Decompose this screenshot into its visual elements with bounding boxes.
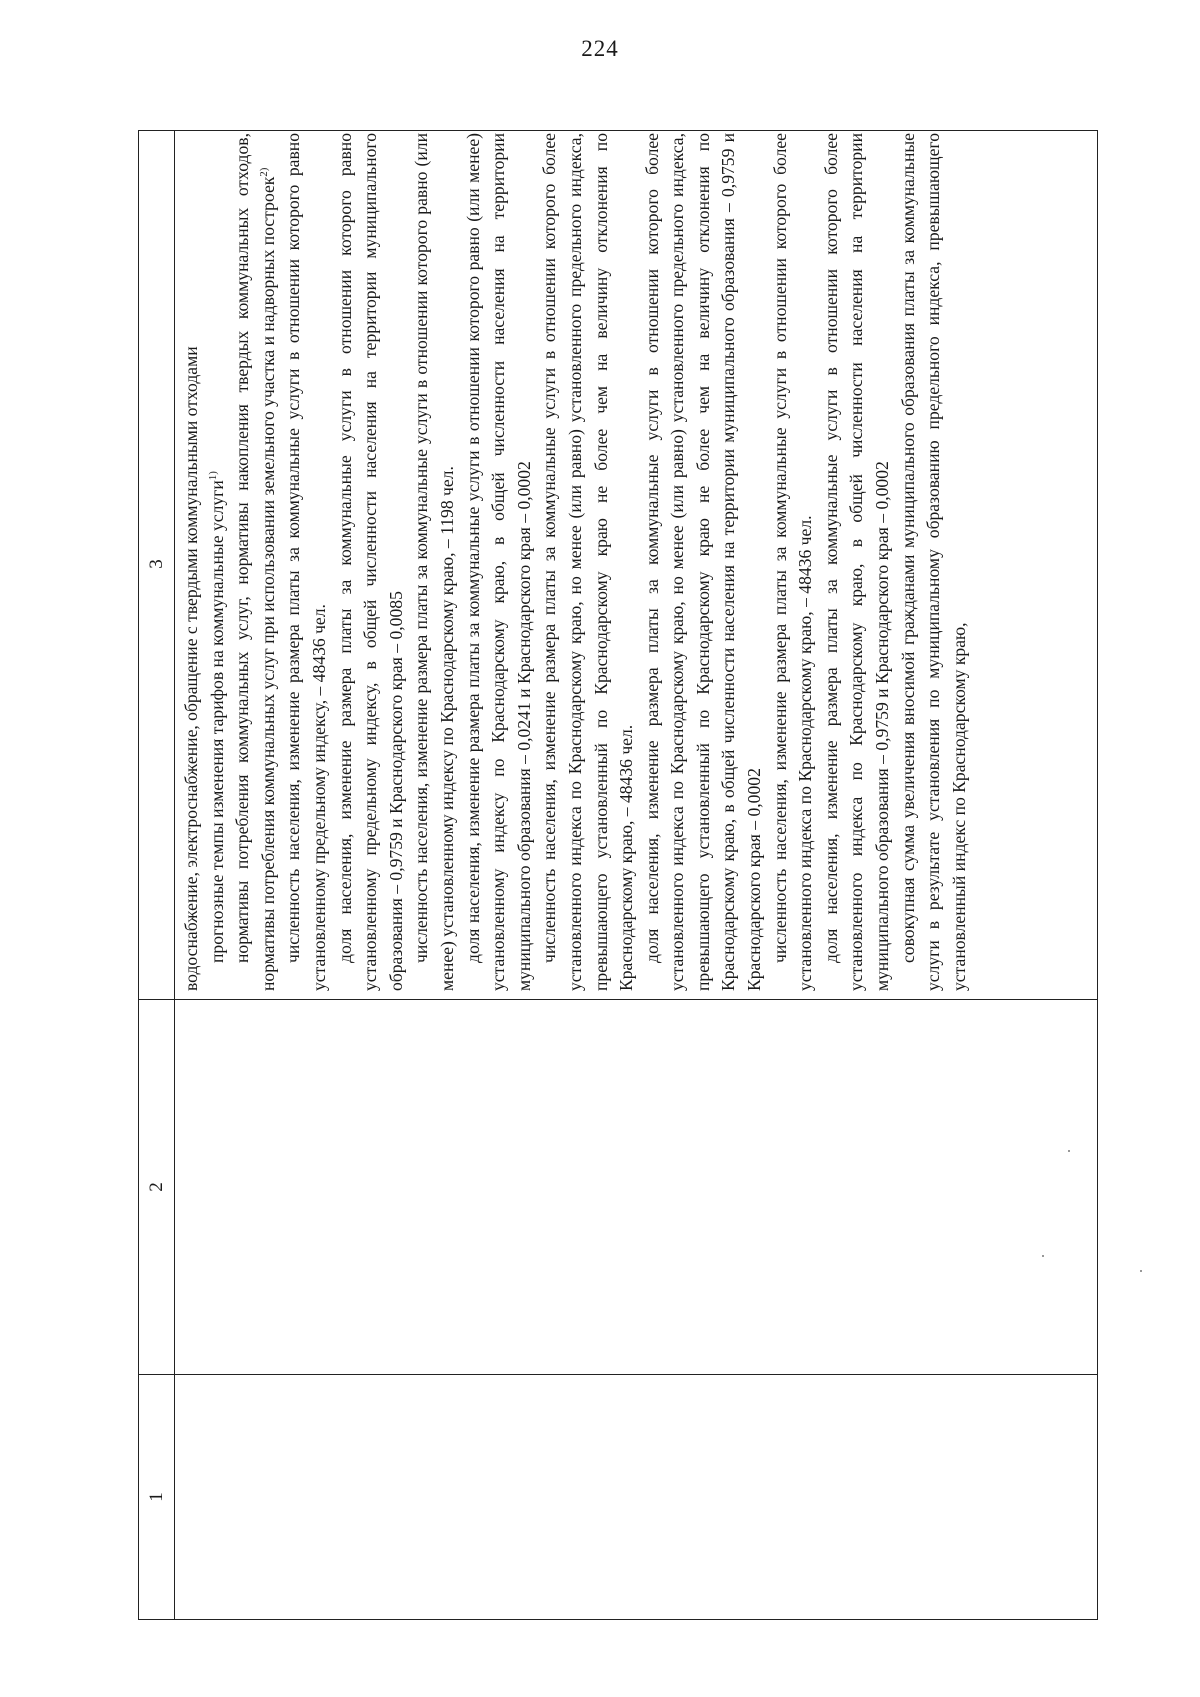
paragraph-text: численность населения, изменение размера платы за коммунальные услуги в отношении которого более установленного индекса по Краснодарскому краю, – 48436 чел. xyxy=(769,133,816,991)
table-paragraph xyxy=(230,133,281,991)
paragraph-text: водоснабжение, электроснабжение, обращение с твердыми коммунальными отходами xyxy=(181,346,201,991)
table-paragraph xyxy=(768,133,819,991)
table-paragraph xyxy=(409,133,460,991)
paragraph-text: доля населения, изменение размера платы за коммунальные услуги в отношении которого равно установленному предельному индексу, в общей численности населения на территории муниципального образования – 0,9759 и Краснодарского края – 0,0085 xyxy=(334,133,406,991)
table-header-row xyxy=(139,131,175,1619)
paragraph-text: доля населения, изменение размера платы за коммунальные услуги в отношении которого более установленного индекса по Краснодарскому краю, но менее (или равно) установленного предельного индекса, превышающего установленный по Краснодарскому краю не более чем на величину отклонения по Краснодарскому краю, в общей численности населения на территории муниципального образования – 0,9759 и Краснодарского края – 0,0002 xyxy=(641,133,765,991)
table-cell-col-3 xyxy=(175,129,1097,999)
table-paragraph xyxy=(819,133,896,991)
page-number: 224 xyxy=(581,36,619,61)
scan-speck xyxy=(1042,1255,1044,1257)
scan-speck xyxy=(1068,1150,1070,1152)
table-paragraph xyxy=(179,133,205,991)
table-cell-col-2 xyxy=(175,999,1097,1374)
table-paragraph xyxy=(537,133,639,991)
paragraph-text: численность населения, изменение размера платы за коммунальные услуги в отношении которого равно (или менее) установленному индексу по Краснодарскому краю, – 1198 чел. xyxy=(411,133,457,991)
paragraph-text: численность населения, изменение размера платы за коммунальные услуги в отношении которого равно установленному предельному индексу, – 48436 чел. xyxy=(283,133,329,991)
table-cell-col-1 xyxy=(175,1374,1097,1619)
footnote-marker: 2) xyxy=(257,167,270,177)
table-paragraph xyxy=(640,133,768,991)
paragraph-text: нормативы потребления коммунальных услуг, нормативы накопления твердых коммунальных отходов, нормативы потребления коммунальных услуг при использовании земельного участка и надворных построек xyxy=(232,133,278,991)
table-paragraph xyxy=(461,133,538,991)
table-paragraph xyxy=(205,133,231,991)
paragraph-text: доля населения, изменение размера платы за коммунальные услуги в отношении которого равно (или менее) установленному индексу по Краснодарскому краю, в общей численности населения на территории муниципального образования – 0,0241 и Краснодарского края – 0,0002 xyxy=(462,133,534,991)
table-paragraph xyxy=(281,133,332,991)
scan-speck xyxy=(1140,1270,1142,1272)
header-col-1: 1 xyxy=(139,1374,174,1619)
footnote-marker: 1) xyxy=(206,471,219,481)
paragraph-text: совокупная сумма увеличения вносимой гражданами муниципального образования платы за коммунальные услуги в результате установления по муниципальному образованию предельного индекса, превышающего установленный индекс по Краснодарскому краю, xyxy=(897,133,969,991)
data-table xyxy=(138,130,1098,1620)
paragraph-text: доля населения, изменение размера платы за коммунальные услуги в отношении которого более установленного индекса по Краснодарскому краю, в общей численности населения на территории муниципального образования – 0,9759 и Краснодарского края – 0,0002 xyxy=(820,133,893,991)
paragraph-text: численность населения, изменение размера платы за коммунальные услуги в отношении которого более установленного индекса по Краснодарскому краю, но менее (или равно) установленного предельного индекса, превышающего установленный по Краснодарскому краю не более чем на величину отклонения по Краснодарскому краю, – 48436 чел. xyxy=(539,133,637,991)
table-paragraph xyxy=(896,133,973,991)
header-col-2: 2 xyxy=(139,999,174,1374)
paragraph-text: прогнозные темпы изменения тарифов на коммунальные услуги xyxy=(206,480,227,963)
header-col-3: 3 xyxy=(146,559,167,569)
table-paragraph xyxy=(333,133,410,991)
